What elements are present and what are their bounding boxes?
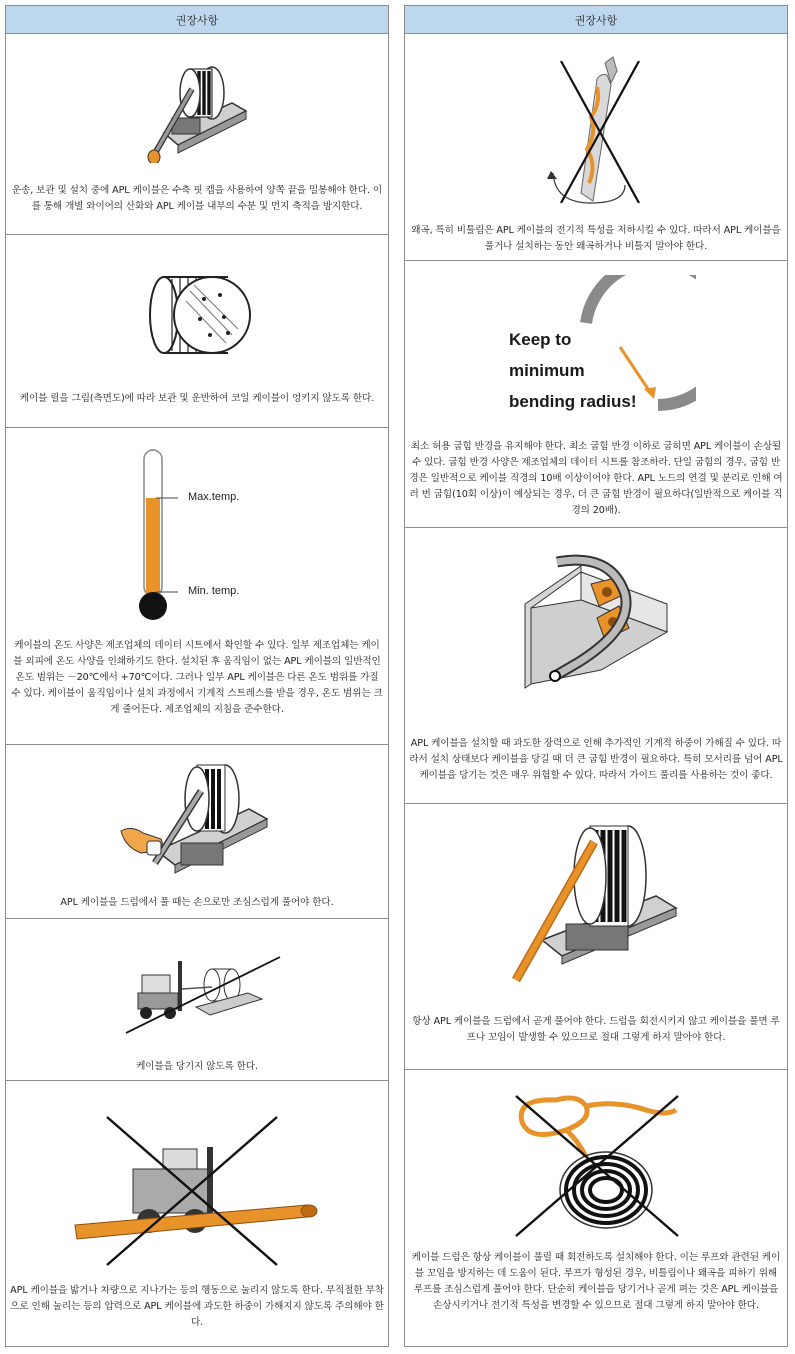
banner-line-1: Keep to [509,330,572,349]
forklift-over-cable-crossed-icon [6,1109,388,1269]
left-item-2-text: 케이블 릴을 그림(측면도)에 따라 보관 및 운반하여 코일 케이블이 엉키지 않도록 한다. [19,393,375,404]
left-item-5-text: 케이블을 당기지 않도록 한다. [136,1061,258,1072]
right-item-4 [405,804,787,1070]
forklift-pull-crossed-icon [6,949,388,1035]
right-item-2 [405,261,787,528]
cable-reel-side-view-icon [6,271,388,361]
banner-line-3: bending radius! [509,392,637,411]
left-item-6 [6,1081,388,1347]
right-item-1-text: 왜곡, 특히 비틀림은 APL 케이블의 전기적 특성을 저하시킬 수 있다. 따라서 APL 케이블을 풀거나 설치하는 동안 왜곡하거나 비틀지 말아야 한다. [411,225,781,252]
right-item-2-text: 최소 허용 굽힘 반경을 유지해야 한다. 최소 굽힘 반경 이하로 굽히면 APL 케이블이 손상될 수 있다. 굽힘 반경 사양은 제조업체의 데이터 시트를 참조하라. 단일 굽힘의 경우, 굽힘 반경은 일반적으로 케이블 직경의 10배 이상이어야 한다. APL 노드의 연결 및 분리로 인해 여러 번 굽힘(10회 이상)이 예상되는 경우, 더 큰 굽힘 반경이 필요하다(일반적으로 케이블 직경의 20배). [409,441,783,516]
right-item-3-text: APL 케이블을 설치할 때 과도한 장력으로 인해 추가적인 기계적 하중이 가해질 수 있다. 따라서 설치 상태보다 케이블을 당길 때 더 큰 굽힘 반경이 필요하다. 특히 모서리를 넘어 APL 케이블을 당기는 것은 매우 위험할 수 있다. 따라서 가이드 풀리를 사용하는 것이 좋다. [409,738,783,781]
min-temp-label: Min. temp. [188,585,240,597]
twisted-cable-crossed-icon [405,53,787,213]
right-column [404,5,788,1347]
left-item-3 [6,428,388,745]
left-item-5 [6,919,388,1081]
left-item-3-text: 케이블의 온도 사양은 제조업체의 데이터 시트에서 확인할 수 있다. 일부 제조업체는 케이블 외피에 온도 사양을 인쇄하기도 한다. 설치된 후 움직임이 없는 APL 케이블의 일반적인 온도 범위는 －20℃에서 +70℃이다. 그러나 일부 APL 케이블은 다른 온도 범위를 가질 수 있다. 케이블이 움직임이나 설치 과정에서 기계적 스트레스를 받을 경우, 온도 범위는 크게 줄어든다. 제조업체의 지침을 준수한다. [11,640,383,715]
loop-kink-crossed-icon [405,1092,787,1242]
drum-straight-unwind-icon [405,820,787,990]
max-temp-label: Max.temp. [188,491,240,503]
right-item-5 [405,1070,787,1347]
bending-radius-banner [509,324,637,417]
thermometer-icon [6,446,388,624]
right-item-1 [405,35,787,261]
right-item-4-text: 항상 APL 케이블을 드럼에서 곧게 풀어야 한다. 드럼을 회전시키지 않고 케이블을 풀면 루프나 꼬임이 발생할 수 있으므로 절대 그렇게 하지 말아야 한다. [412,1016,780,1043]
left-item-4 [6,745,388,919]
left-column-header: 권장사항 [6,6,388,34]
right-item-3 [405,528,787,804]
hand-unwind-drum-icon [6,761,388,879]
left-column [5,5,389,1347]
right-column-header: 권장사항 [405,6,787,34]
right-item-5-text: 케이블 드럼은 항상 케이블이 풀릴 때 회전하도록 설치해야 한다. 이는 루프와 관련된 케이블 꼬임을 방지하는 데 도움이 된다. 루프가 형성된 경우, 비틀림이나 왜곡을 피하기 위해 루프를 조심스럽게 풀어야 한다. 단순히 케이블을 당기거나 곧게 펴는 것은 APL 케이블을 손상시키거나 전기적 특성을 변경할 수 있으므로 절대 그렇게 하지 말아야 한다. [411,1252,781,1311]
left-item-4-text: APL 케이블을 드럼에서 풀 때는 손으로만 조심스럽게 풀어야 한다. [60,897,334,908]
left-item-6-text: APL 케이블을 밟거나 차량으로 지나가는 등의 행동으로 눌리지 않도록 한다. 부적절한 부착으로 인해 눌리는 등의 압력으로 APL 케이블에 과도한 하중이 가해지지 않도록 주의해야 한다. [10,1285,384,1328]
cable-drum-end-cap-icon [6,63,388,163]
left-item-1-text: 운송, 보관 및 설치 중에 APL 케이블은 수축 핏 캡을 사용하여 양쪽 끝을 밀봉해야 한다. 이를 통해 개별 와이어의 산화와 APL 케이블 내부의 수분 및 먼지 축적을 방지한다. [11,185,383,212]
left-item-2 [6,235,388,428]
banner-line-2: minimum [509,361,585,380]
left-item-1 [6,35,388,235]
corner-guide-pulley-icon [405,544,787,694]
